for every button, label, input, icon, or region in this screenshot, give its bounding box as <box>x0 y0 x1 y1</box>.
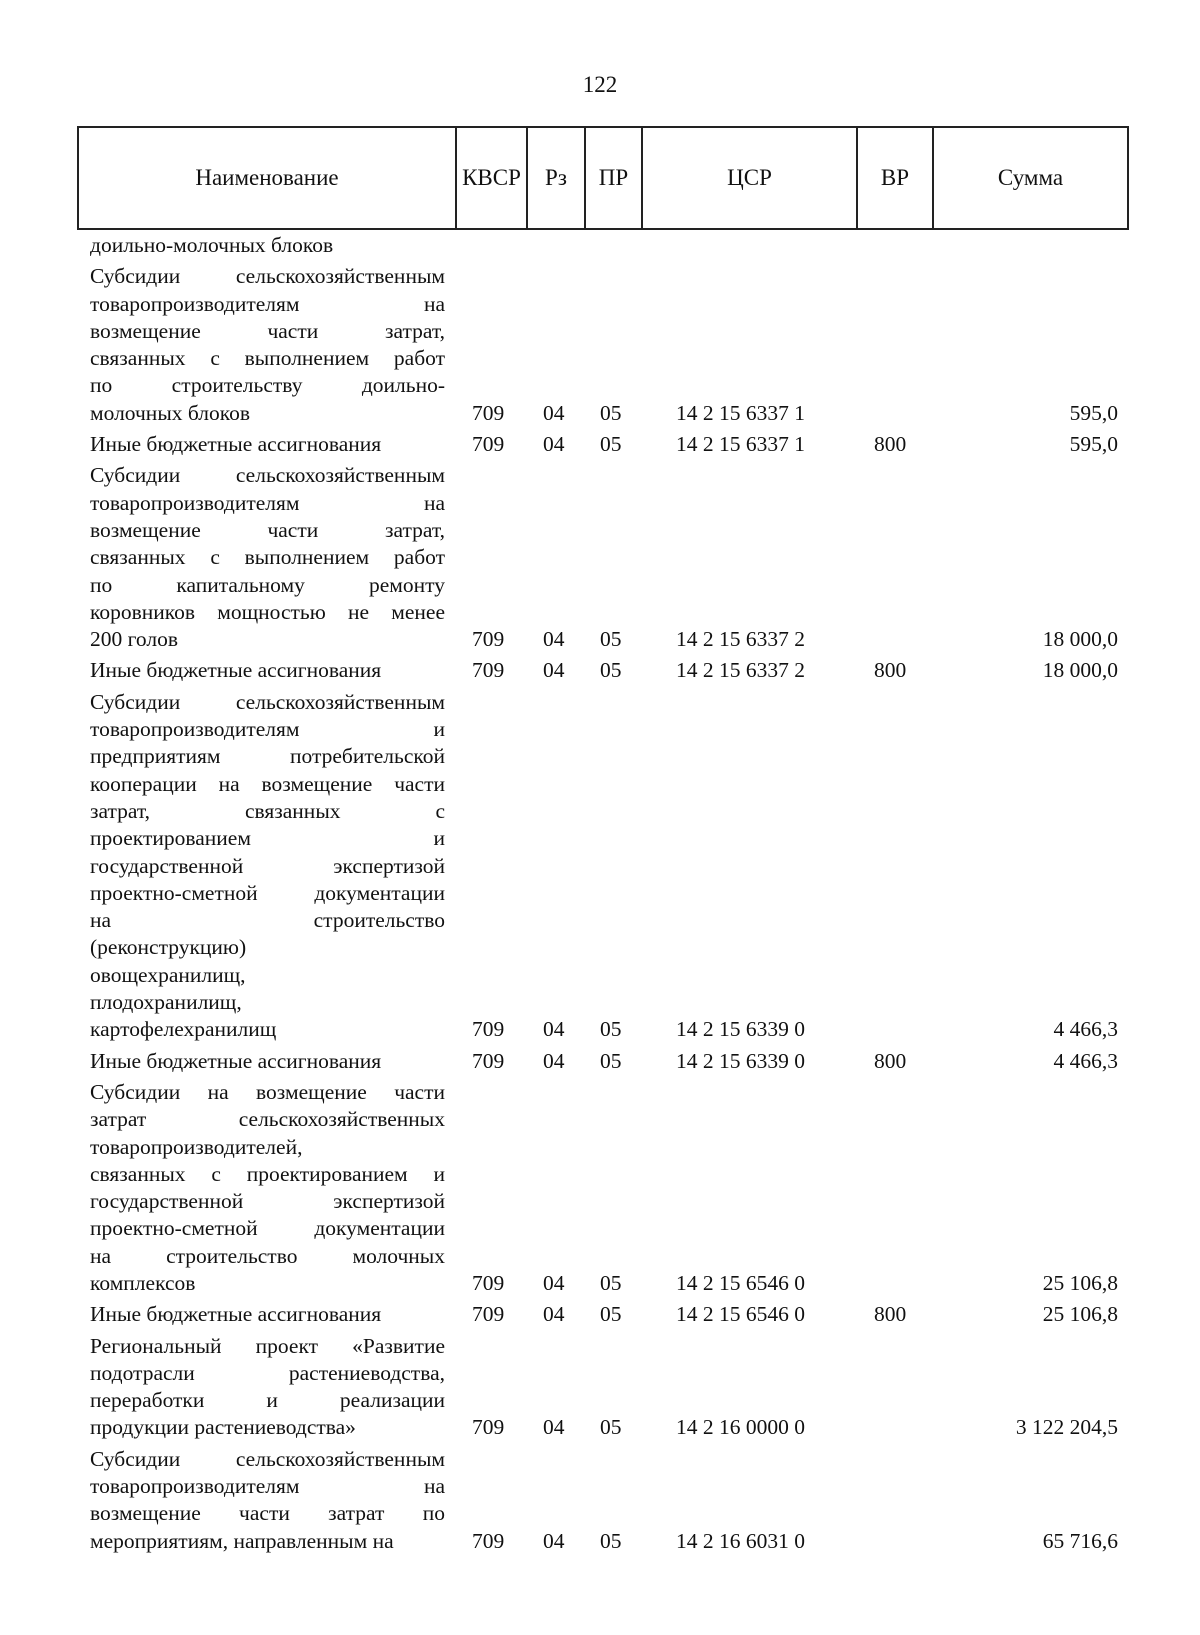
row-values <box>0 1414 1200 1441</box>
cell-pr: 05 <box>600 432 622 457</box>
cell-csr: 14 2 15 6337 1 <box>676 432 805 457</box>
cell-pr: 05 <box>600 1528 622 1553</box>
cell-rz: 04 <box>543 658 565 683</box>
row-name-line: по строительству доильно- <box>90 373 445 398</box>
cell-rz: 04 <box>543 1528 565 1553</box>
cell-rz: 04 <box>543 1270 565 1295</box>
row-values <box>0 657 1200 684</box>
row-name-line: по капитальному ремонту <box>90 572 445 597</box>
table-row <box>0 655 1200 684</box>
cell-sum: 25 106,8 <box>1042 1270 1118 1295</box>
cell-rz: 04 <box>543 400 565 425</box>
row-values <box>0 1528 1200 1555</box>
cell-csr: 14 2 15 6339 0 <box>676 1017 805 1042</box>
row-name-line: товаропроизводителям и <box>90 717 445 742</box>
row-name-line: проектно-сметной документации <box>90 880 445 905</box>
cell-rz: 04 <box>543 1048 565 1073</box>
cell-csr: 14 2 15 6337 1 <box>676 400 805 425</box>
row-name-line: связанных с проектированием и <box>90 1161 445 1186</box>
row-values <box>0 1270 1200 1297</box>
cell-rz: 04 <box>543 1302 565 1327</box>
table-row <box>0 261 1200 427</box>
cell-csr: 14 2 15 6337 2 <box>676 627 805 652</box>
cell-kvsr: 709 <box>472 400 505 425</box>
cell-sum: 18 000,0 <box>1042 627 1118 652</box>
header-pr: ПР <box>586 128 643 228</box>
row-name-line: Субсидии на возмещение части <box>90 1079 445 1104</box>
cell-csr: 14 2 16 0000 0 <box>676 1415 805 1440</box>
row-name-line: комплексов <box>90 1270 196 1295</box>
row-name-line: молочных блоков <box>90 400 251 425</box>
cell-sum: 3 122 204,5 <box>1015 1415 1118 1440</box>
cell-sum: 4 466,3 <box>1053 1017 1118 1042</box>
cell-kvsr: 709 <box>472 658 505 683</box>
cell-csr: 14 2 15 6339 0 <box>676 1048 805 1073</box>
cell-kvsr: 709 <box>472 1017 505 1042</box>
header-vr: ВР <box>858 128 934 228</box>
row-name-line: затрат, связанных с <box>90 798 445 823</box>
cell-csr: 14 2 15 6546 0 <box>676 1270 805 1295</box>
row-name <box>90 460 445 653</box>
table-row <box>0 230 1200 259</box>
cell-csr: 14 2 15 6546 0 <box>676 1302 805 1327</box>
row-name-line: государственной экспертизой <box>90 1189 445 1214</box>
table-row <box>0 1299 1200 1328</box>
cell-pr: 05 <box>600 400 622 425</box>
table-row <box>0 429 1200 458</box>
row-name-line: связанных с выполнением работ <box>90 545 445 570</box>
row-name-line: на строительство <box>90 908 445 933</box>
cell-vr: 800 <box>874 1302 907 1327</box>
row-name-line: подотрасли растениеводства, <box>90 1360 445 1385</box>
table-row <box>0 1046 1200 1075</box>
table-body <box>0 230 1200 1555</box>
row-name-line: затрат сельскохозяйственных <box>90 1107 445 1132</box>
row-name-line: Субсидии сельскохозяйственным <box>90 264 445 289</box>
cell-sum: 18 000,0 <box>1042 658 1118 683</box>
row-name <box>90 687 445 1044</box>
cell-csr: 14 2 15 6337 2 <box>676 658 805 683</box>
cell-rz: 04 <box>543 432 565 457</box>
row-name-line: связанных с выполнением работ <box>90 346 445 371</box>
row-name-line: товаропроизводителей, <box>90 1134 303 1159</box>
cell-pr: 05 <box>600 1017 622 1042</box>
row-name-line: продукции растениеводства» <box>90 1415 356 1440</box>
cell-pr: 05 <box>600 1415 622 1440</box>
cell-vr: 800 <box>874 658 907 683</box>
cell-sum: 595,0 <box>1069 400 1118 425</box>
cell-sum: 25 106,8 <box>1042 1302 1118 1327</box>
row-name-line: Субсидии сельскохозяйственным <box>90 463 445 488</box>
row-values <box>0 1016 1200 1043</box>
cell-kvsr: 709 <box>472 1302 505 1327</box>
cell-kvsr: 709 <box>472 1270 505 1295</box>
row-name-line: 200 голов <box>90 627 179 652</box>
cell-sum: 595,0 <box>1069 432 1118 457</box>
row-name-line: Иные бюджетные ассигнования <box>90 1048 382 1073</box>
table-row <box>0 1444 1200 1555</box>
cell-pr: 05 <box>600 1302 622 1327</box>
cell-kvsr: 709 <box>472 627 505 652</box>
cell-pr: 05 <box>600 1270 622 1295</box>
page-number: 122 <box>582 72 618 97</box>
row-name-line: государственной экспертизой <box>90 853 445 878</box>
row-name-line: Иные бюджетные ассигнования <box>90 658 382 683</box>
row-name-line: Иные бюджетные ассигнования <box>90 432 382 457</box>
row-values <box>0 232 1200 259</box>
header-sum: Сумма <box>997 165 1064 190</box>
row-name-line: Иные бюджетные ассигнования <box>90 1302 382 1327</box>
header-csr: ЦСР <box>643 128 858 228</box>
row-name-line: на строительство молочных <box>90 1243 445 1268</box>
row-name-line: картофелехранилищ <box>90 1017 277 1042</box>
row-name-line: кооперации на возмещение части <box>90 771 445 796</box>
cell-sum: 65 716,6 <box>1042 1528 1118 1553</box>
row-name-line: товаропроизводителям на <box>90 1474 445 1499</box>
cell-csr: 14 2 16 6031 0 <box>676 1528 805 1553</box>
cell-pr: 05 <box>600 658 622 683</box>
row-name-line: товаропроизводителям на <box>90 291 445 316</box>
row-values <box>0 400 1200 427</box>
row-name-line: плодохранилищ, <box>90 990 242 1015</box>
row-name-line: Региональный проект «Развитие <box>90 1333 445 1358</box>
row-name-line: овощехранилищ, <box>90 962 246 987</box>
cell-vr: 800 <box>874 432 907 457</box>
cell-rz: 04 <box>543 1415 565 1440</box>
cell-pr: 05 <box>600 627 622 652</box>
row-name-line: Субсидии сельскохозяйственным <box>90 1446 445 1471</box>
cell-kvsr: 709 <box>472 1528 505 1553</box>
row-name-line: переработки и реализации <box>90 1388 445 1413</box>
row-name-line: возмещение части затрат по <box>90 1501 445 1526</box>
row-name-line: коровников мощностью не менее <box>90 599 445 624</box>
row-name-line: возмещение части затрат, <box>90 318 445 343</box>
cell-rz: 04 <box>543 627 565 652</box>
cell-kvsr: 709 <box>472 1048 505 1073</box>
row-name-line: возмещение части затрат, <box>90 517 445 542</box>
row-values <box>0 626 1200 653</box>
cell-pr: 05 <box>600 1048 622 1073</box>
row-name-line: предприятиям потребительской <box>90 744 445 769</box>
header-name: Наименование <box>79 128 457 228</box>
cell-kvsr: 709 <box>472 432 505 457</box>
cell-rz: 04 <box>543 1017 565 1042</box>
table-row <box>0 687 1200 1044</box>
cell-vr: 800 <box>874 1048 907 1073</box>
table-header <box>77 126 1129 230</box>
row-name-line: товаропроизводителям на <box>90 490 445 515</box>
table-row <box>0 460 1200 653</box>
row-name-line: проектированием и <box>90 826 445 851</box>
row-name-line: Субсидии сельскохозяйственным <box>90 689 445 714</box>
header-kvsr: КВСР <box>457 128 528 228</box>
table-row <box>0 1331 1200 1442</box>
row-values <box>0 1048 1200 1075</box>
row-name-line: доильно-молочных блоков <box>90 233 334 257</box>
row-name <box>90 1077 445 1297</box>
row-name-line: проектно-сметной документации <box>90 1216 445 1241</box>
row-values <box>0 431 1200 458</box>
row-values <box>0 1301 1200 1328</box>
table-row <box>0 1077 1200 1297</box>
row-name-line: мероприятиям, направленным на <box>90 1528 394 1553</box>
cell-kvsr: 709 <box>472 1415 505 1440</box>
row-name-line: (реконструкцию) <box>90 935 247 960</box>
cell-sum: 4 466,3 <box>1053 1048 1118 1073</box>
header-rz: Рз <box>528 128 586 228</box>
